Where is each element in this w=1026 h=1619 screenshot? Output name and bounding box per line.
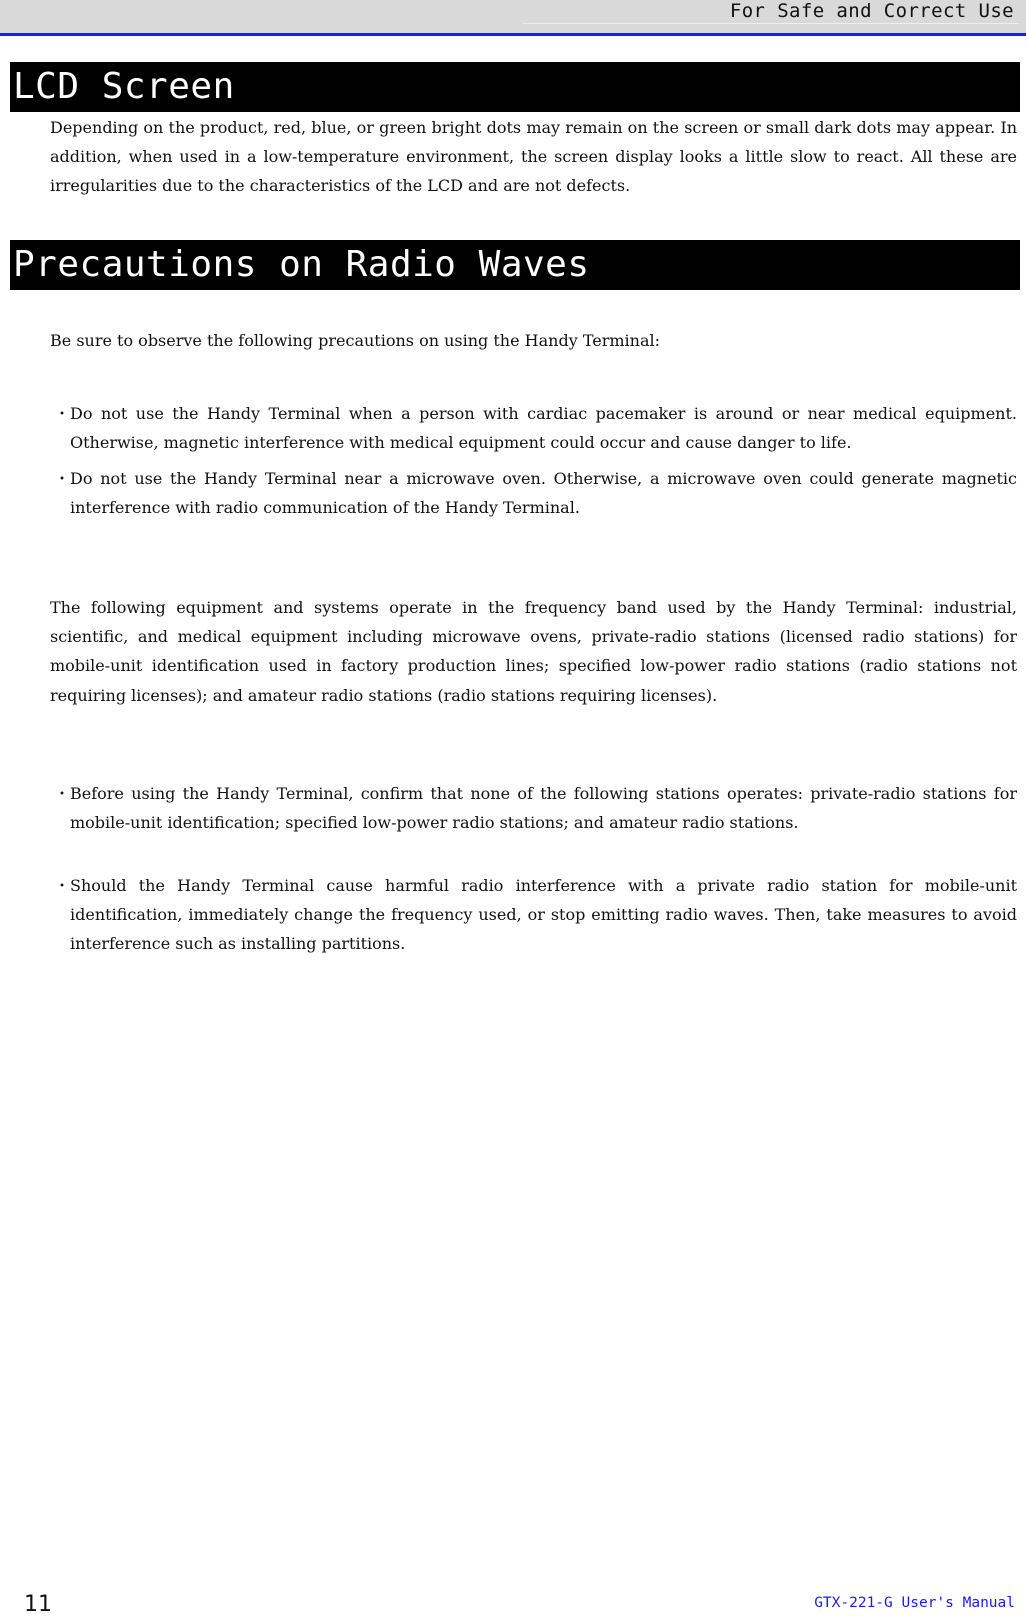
running-header-title: For Safe and Correct Use [729, 0, 1014, 22]
precaution-bullet-text: Before using the Handy Terminal, confirm that none of the following stations operates: private-radio stations for mobile-unit identification; specified low-power radio stations; and amateur radio stations. [70, 784, 1017, 833]
header-divider [523, 23, 1019, 24]
precaution-bullet-microwave [50, 464, 1017, 522]
page-number: 11 [24, 1592, 52, 1617]
frequency-band-paragraph: The following equipment and systems operate in the frequency band used by the Handy Terminal: industrial, scientific, and medical equipment including microwave ovens, private-radio stations (licensed radio stations) for mobile-unit identification used in factory production lines; specified low-power radio stations (radio stations not requiring licenses); and amateur radio stations (radio stations requiring licenses). [50, 598, 1017, 705]
precaution-bullet-interference [50, 871, 1017, 959]
precaution-bullet-text: Should the Handy Terminal cause harmful radio interference with a private radio station for mobile-unit identification, immediately change the frequency used, or stop emitting radio waves. Then, take measures to avoid interference such as installing partitions. [70, 876, 1017, 954]
precaution-bullet-pacemaker [50, 399, 1017, 457]
radio-waves-intro: Be sure to observe the following precautions on using the Handy Terminal: [50, 331, 661, 350]
running-header [0, 0, 1026, 36]
precaution-bullet-text: Do not use the Handy Terminal when a person with cardiac pacemaker is around or near medical equipment. Otherwise, magnetic interference with medical equipment could occur and cause danger to life. [70, 404, 1017, 453]
bullet-dot-icon: ・ [54, 876, 71, 895]
manual-name: GTX-221-G User's Manual [814, 1595, 1015, 1611]
bullet-dot-icon: ・ [54, 469, 71, 488]
section-heading-radio-waves: Precautions on Radio Waves [10, 240, 1020, 290]
bullet-dot-icon: ・ [54, 404, 71, 423]
bullet-dot-icon: ・ [54, 784, 71, 803]
section-heading-lcd-screen: LCD Screen [10, 62, 1020, 112]
lcd-screen-paragraph: Depending on the product, red, blue, or green bright dots may remain on the screen or small dark dots may appear. In addition, when used in a low-temperature environment, the screen display looks a little slow to react. All these are irregularities due to the characteristics of the LCD and are not defects. [50, 118, 1017, 196]
precaution-bullet-confirm-stations [50, 779, 1017, 837]
precaution-bullet-text: Do not use the Handy Terminal near a microwave oven. Otherwise, a microwave oven could generate magnetic interference with radio communication of the Handy Terminal. [70, 469, 1017, 518]
